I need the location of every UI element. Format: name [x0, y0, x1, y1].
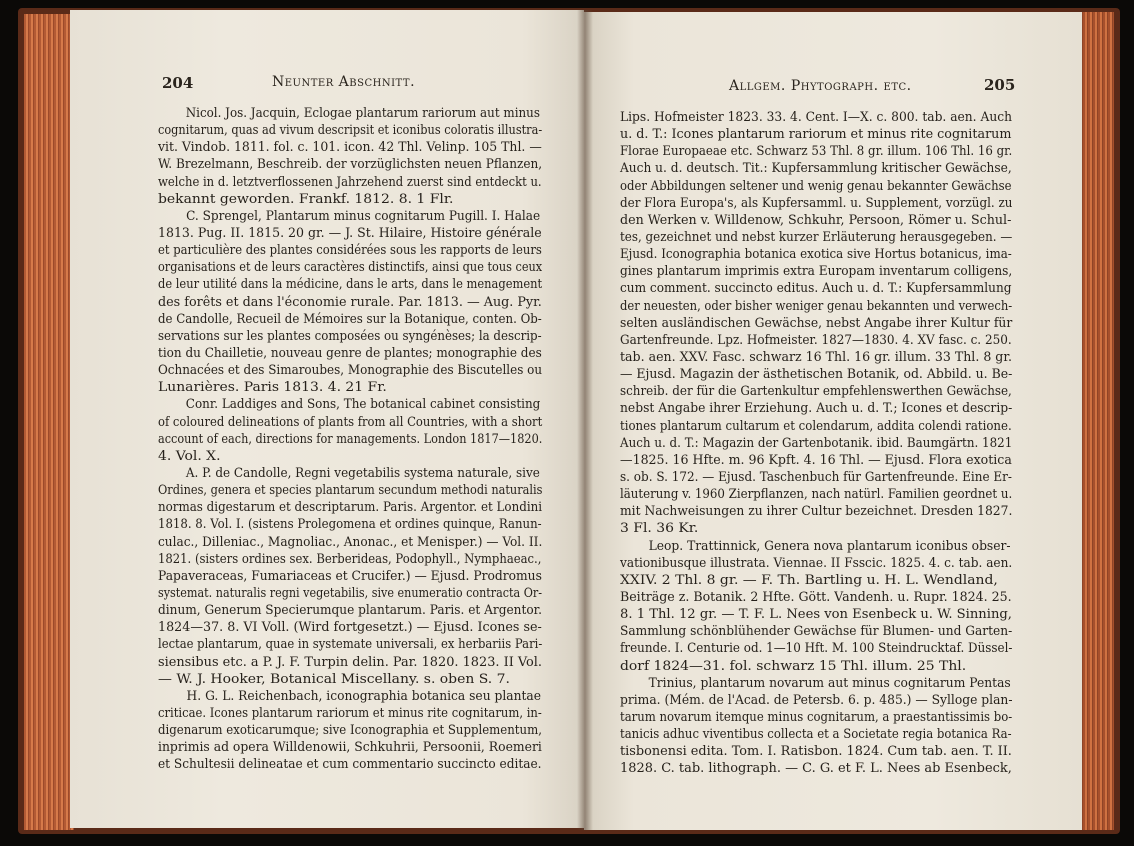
text-line: Auch u. d. deutsch. Tit.: Kupfersammlung kritischer Gewächse, — [620, 161, 1012, 177]
text-line: der Flora Europa's, als Kupfersamml. u. Supplement, vorzügl. zu — [620, 195, 1013, 211]
text-line: tanicis adhuc viventibus collecta et a Societate regia botanica Ra- — [620, 727, 1012, 743]
text-line: s. ob. S. 172. — Ejusd. Taschenbuch für Gartenfreunde. Eine Er- — [620, 469, 1012, 485]
text-line: cognitarum, quas ad vivum descripsit et iconibus coloratis illustra- — [158, 123, 543, 139]
text-line: et Schultesii delineatae et cum commentario succincto editae. — [158, 757, 542, 773]
left-page-number: 204 — [162, 74, 194, 92]
text-line: 1824—37. 8. VI Voll. (Wird fortgesetzt.) — Ejusd. Icones se- — [158, 620, 542, 636]
text-line: Lunarières. Paris 1813. 4. 21 Fr. — [158, 380, 387, 396]
text-line: vationibusque illustrata. Viennae. II Fsscic. 1825. 4. c. tab. aen. — [620, 555, 1013, 571]
text-line: Auch u. d. T.: Magazin der Gartenbotanik. ibid. Baumgärtn. 1821 — [620, 435, 1013, 451]
text-line: 4. Vol. X. — [158, 448, 221, 464]
text-line: XXIV. 2 Thl. 8 gr. — F. Th. Bartling u. H. L. Wendland, — [620, 572, 998, 588]
text-line: des forêts et dans l'économie rurale. Par. 1813. — Aug. Pyr. — [158, 294, 542, 310]
right-page-number: 205 — [984, 76, 1016, 94]
text-line: — Ejusd. Magazin der ästhetischen Botanik, od. Abbild. u. Be- — [620, 367, 1013, 383]
text-line: Trinius, plantarum novarum aut minus cognitarum Pentas — [648, 675, 1011, 691]
text-line: Lips. Hofmeister 1823. 33. 4. Cent. I—X. c. 800. tab. aen. Auch — [620, 110, 1012, 125]
text-line: läuterung v. 1960 Zierpflanzen, nach natürl. Familien geordnet u. — [620, 487, 1013, 503]
text-line: tiones plantarum cultarum et colendarum, addita colendi ratione. — [620, 418, 1012, 434]
text-line: vit. Vindob. 1811. fol. c. 101. icon. 42 Thl. Velinp. 105 Thl. — — [158, 140, 542, 156]
text-line: prima. (Mém. de l'Acad. de Petersb. 6. p. 485.) — Sylloge plan- — [620, 692, 1013, 708]
left-page — [70, 10, 584, 828]
text-line: Florae Europaeae etc. Schwarz 53 Thl. 8 gr. illum. 106 Thl. 16 gr. — [620, 144, 1013, 160]
text-line: Beiträge z. Botanik. 2 Hfte. Gött. Vandenh. u. Rupr. 1824. 25. — [620, 589, 1012, 605]
text-line: dinum, Generum Specierumque plantarum. Paris. et Argentor. — [158, 603, 542, 619]
text-line: C. Sprengel, Plantarum minus cognitarum Pugill. I. Halae — [186, 208, 541, 224]
text-line: organisations et de leurs caractères distinctifs, ainsi que tous ceux — [158, 260, 543, 276]
text-line: Leop. Trattinnick, Genera nova plantarum iconibus obser- — [648, 538, 1011, 554]
text-line: 3 Fl. 36 Kr. — [620, 521, 699, 537]
text-line: of coloured delineations of plants from all Countries, with a short — [158, 414, 543, 430]
text-line: et particulière des plantes considérées sous les rapports de leurs — [158, 243, 542, 259]
right-page — [584, 12, 1082, 830]
text-line: selten ausländischen Gewächse, nebst Angabe ihrer Kultur für — [620, 315, 1013, 331]
right-running-title: Allgem. Phytograph. etc. — [729, 78, 912, 94]
text-line: tion du Chailletie, nouveau genre de plantes; monographie des — [158, 345, 542, 361]
book-gutter — [577, 10, 593, 830]
right-page-edges — [1078, 12, 1114, 830]
text-line: systemat. naturalis regni vegetabilis, sive enumeratio contracta Or- — [158, 585, 543, 601]
text-line: 1821. (sisters ordines sex. Berberideas, Podophyll., Nymphaeac., — [158, 551, 542, 567]
text-line: criticae. Icones plantarum rariorum et minus rite cognitarum, in- — [158, 705, 542, 721]
text-line: nebst Angabe ihrer Erziehung. Auch u. d. T.; Icones et descrip- — [620, 401, 1013, 417]
text-line: 1813. Pug. II. 1815. 20 gr. — J. St. Hilaire, Histoire générale — [158, 225, 542, 241]
text-line: tarum novarum itemque minus cognitarum, a praestantissimis bo- — [620, 709, 1013, 725]
left-page-edges — [24, 14, 74, 830]
text-line: —1825. 16 Hfte. m. 96 Kpft. 4. 16 Thl. — Ejusd. Flora exotica — [620, 452, 1012, 468]
text-line: tab. aen. XXV. Fasc. schwarz 16 Thl. 16 gr. illum. 33 Thl. 8 gr. — [620, 349, 1012, 365]
text-line: Ordines, genera et species plantarum secundum methodi naturalis — [158, 483, 543, 499]
text-line: freunde. I. Centurie od. 1—10 Hft. M. 100 Steindrucktaf. Düssel- — [620, 641, 1013, 657]
text-line: Ochnacées et des Simaroubes, Monographie des Biscutelles ou — [158, 363, 543, 379]
right-text-block — [620, 109, 1056, 777]
text-line: 1828. C. tab. lithograph. — C. G. et F. L. Nees ab Esenbeck, — [620, 761, 1012, 777]
text-line: Nicol. Jos. Jacquin, Eclogae plantarum rariorum aut minus — [185, 106, 540, 121]
text-line: u. d. T.: Icones plantarum rariorum et minus rite cognitarum — [620, 127, 1012, 143]
left-running-title: Neunter Abschnitt. — [272, 74, 416, 90]
text-line: inprimis ad opera Willdenowii, Schkuhrii, Persoonii, Roemeri — [158, 740, 542, 756]
text-line: bekannt geworden. Frankf. 1812. 8. 1 Flr. — [158, 191, 454, 207]
text-line: gines plantarum imprimis extra Europam inventarum colligens, — [620, 264, 1013, 280]
text-line: de leur utilité dans la médicine, dans le arts, dans le menagement — [158, 277, 543, 293]
text-line: mit Nachweisungen zu ihrer Cultur bezeichnet. Dresden 1827. — [620, 504, 1013, 520]
left-text-block — [158, 105, 584, 773]
text-line: culac., Dilleniac., Magnoliac., Anonac., et Menisper.) — Vol. II. — [158, 534, 543, 550]
text-line: welche in d. letztverflossenen Jahrzehend zuerst sind entdeckt u. — [158, 174, 542, 190]
text-line: tisbonensi edita. Tom. I. Ratisbon. 1824. Cum tab. aen. T. II. — [620, 744, 1012, 760]
text-line: 1818. 8. Vol. I. (sistens Prolegomena et ordines quinque, Ranun- — [158, 517, 542, 533]
text-line: oder Abbildungen seltener und wenig genau bekannter Gewächse — [620, 178, 1012, 194]
text-line: digenarum exoticarumque; sive Iconographia et Supplementum, — [158, 723, 542, 739]
text-line: lectae plantarum, quae in systemate universali, ex herbariis Pari- — [158, 637, 543, 653]
text-line: Gartenfreunde. Lpz. Hofmeister. 1827—1830. 4. XV fasc. c. 250. — [620, 332, 1012, 348]
text-line: Ejusd. Iconographia botanica exotica sive Hortus botanicus, ima- — [620, 247, 1012, 263]
text-line: Sammlung schönblühender Gewächse für Blumen- und Garten- — [620, 624, 1013, 640]
text-line: W. Brezelmann, Beschreib. der vorzüglichsten neuen Pflanzen, — [158, 157, 543, 173]
text-line: den Werken v. Willdenow, Schkuhr, Persoon, Römer u. Schul- — [620, 212, 1012, 228]
text-line: A. P. de Candolle, Regni vegetabilis systema naturale, sive — [185, 465, 540, 481]
text-line: — W. J. Hooker, Botanical Miscellany. s. oben S. 7. — [158, 671, 510, 687]
text-line: H. G. L. Reichenbach, iconographia botanica seu plantae — [186, 688, 542, 704]
text-line: 8. 1 Thl. 12 gr. — T. F. L. Nees von Esenbeck u. W. Sinning, — [620, 607, 1012, 623]
text-line: Conr. Laddiges and Sons, The botanical cabinet consisting — [185, 397, 541, 413]
text-line: siensibus etc. a P. J. F. Turpin delin. Par. 1820. 1823. II Vol. — [158, 654, 542, 670]
text-line: der neuesten, oder bisher weniger genau bekannten und verwech- — [620, 298, 1013, 314]
text-line: tes, gezeichnet und nebst kurzer Erläuterung herausgegeben. — — [620, 229, 1013, 245]
text-line: normas digestarum et descriptarum. Paris. Argentor. et Londini — [158, 500, 543, 516]
text-line: de Candolle, Recueil de Mémoires sur la Botanique, conten. Ob- — [158, 311, 542, 327]
text-line: Papaveraceas, Fumariaceas et Crucifer.) — Ejusd. Prodromus — [158, 568, 542, 584]
text-line: cum comment. succincto editus. Auch u. d. T.: Kupfersammlung — [620, 281, 1012, 297]
text-line: servations sur les plantes composées ou syngénèses; la descrip- — [158, 328, 542, 344]
text-line: account of each, directions for managements. London 1817—1820. — [158, 431, 543, 447]
text-line: schreib. der für die Gartenkultur empfehlenswerthen Gewächse, — [620, 384, 1012, 400]
text-line: dorf 1824—31. fol. schwarz 15 Thl. illum. 25 Thl. — [620, 658, 967, 674]
